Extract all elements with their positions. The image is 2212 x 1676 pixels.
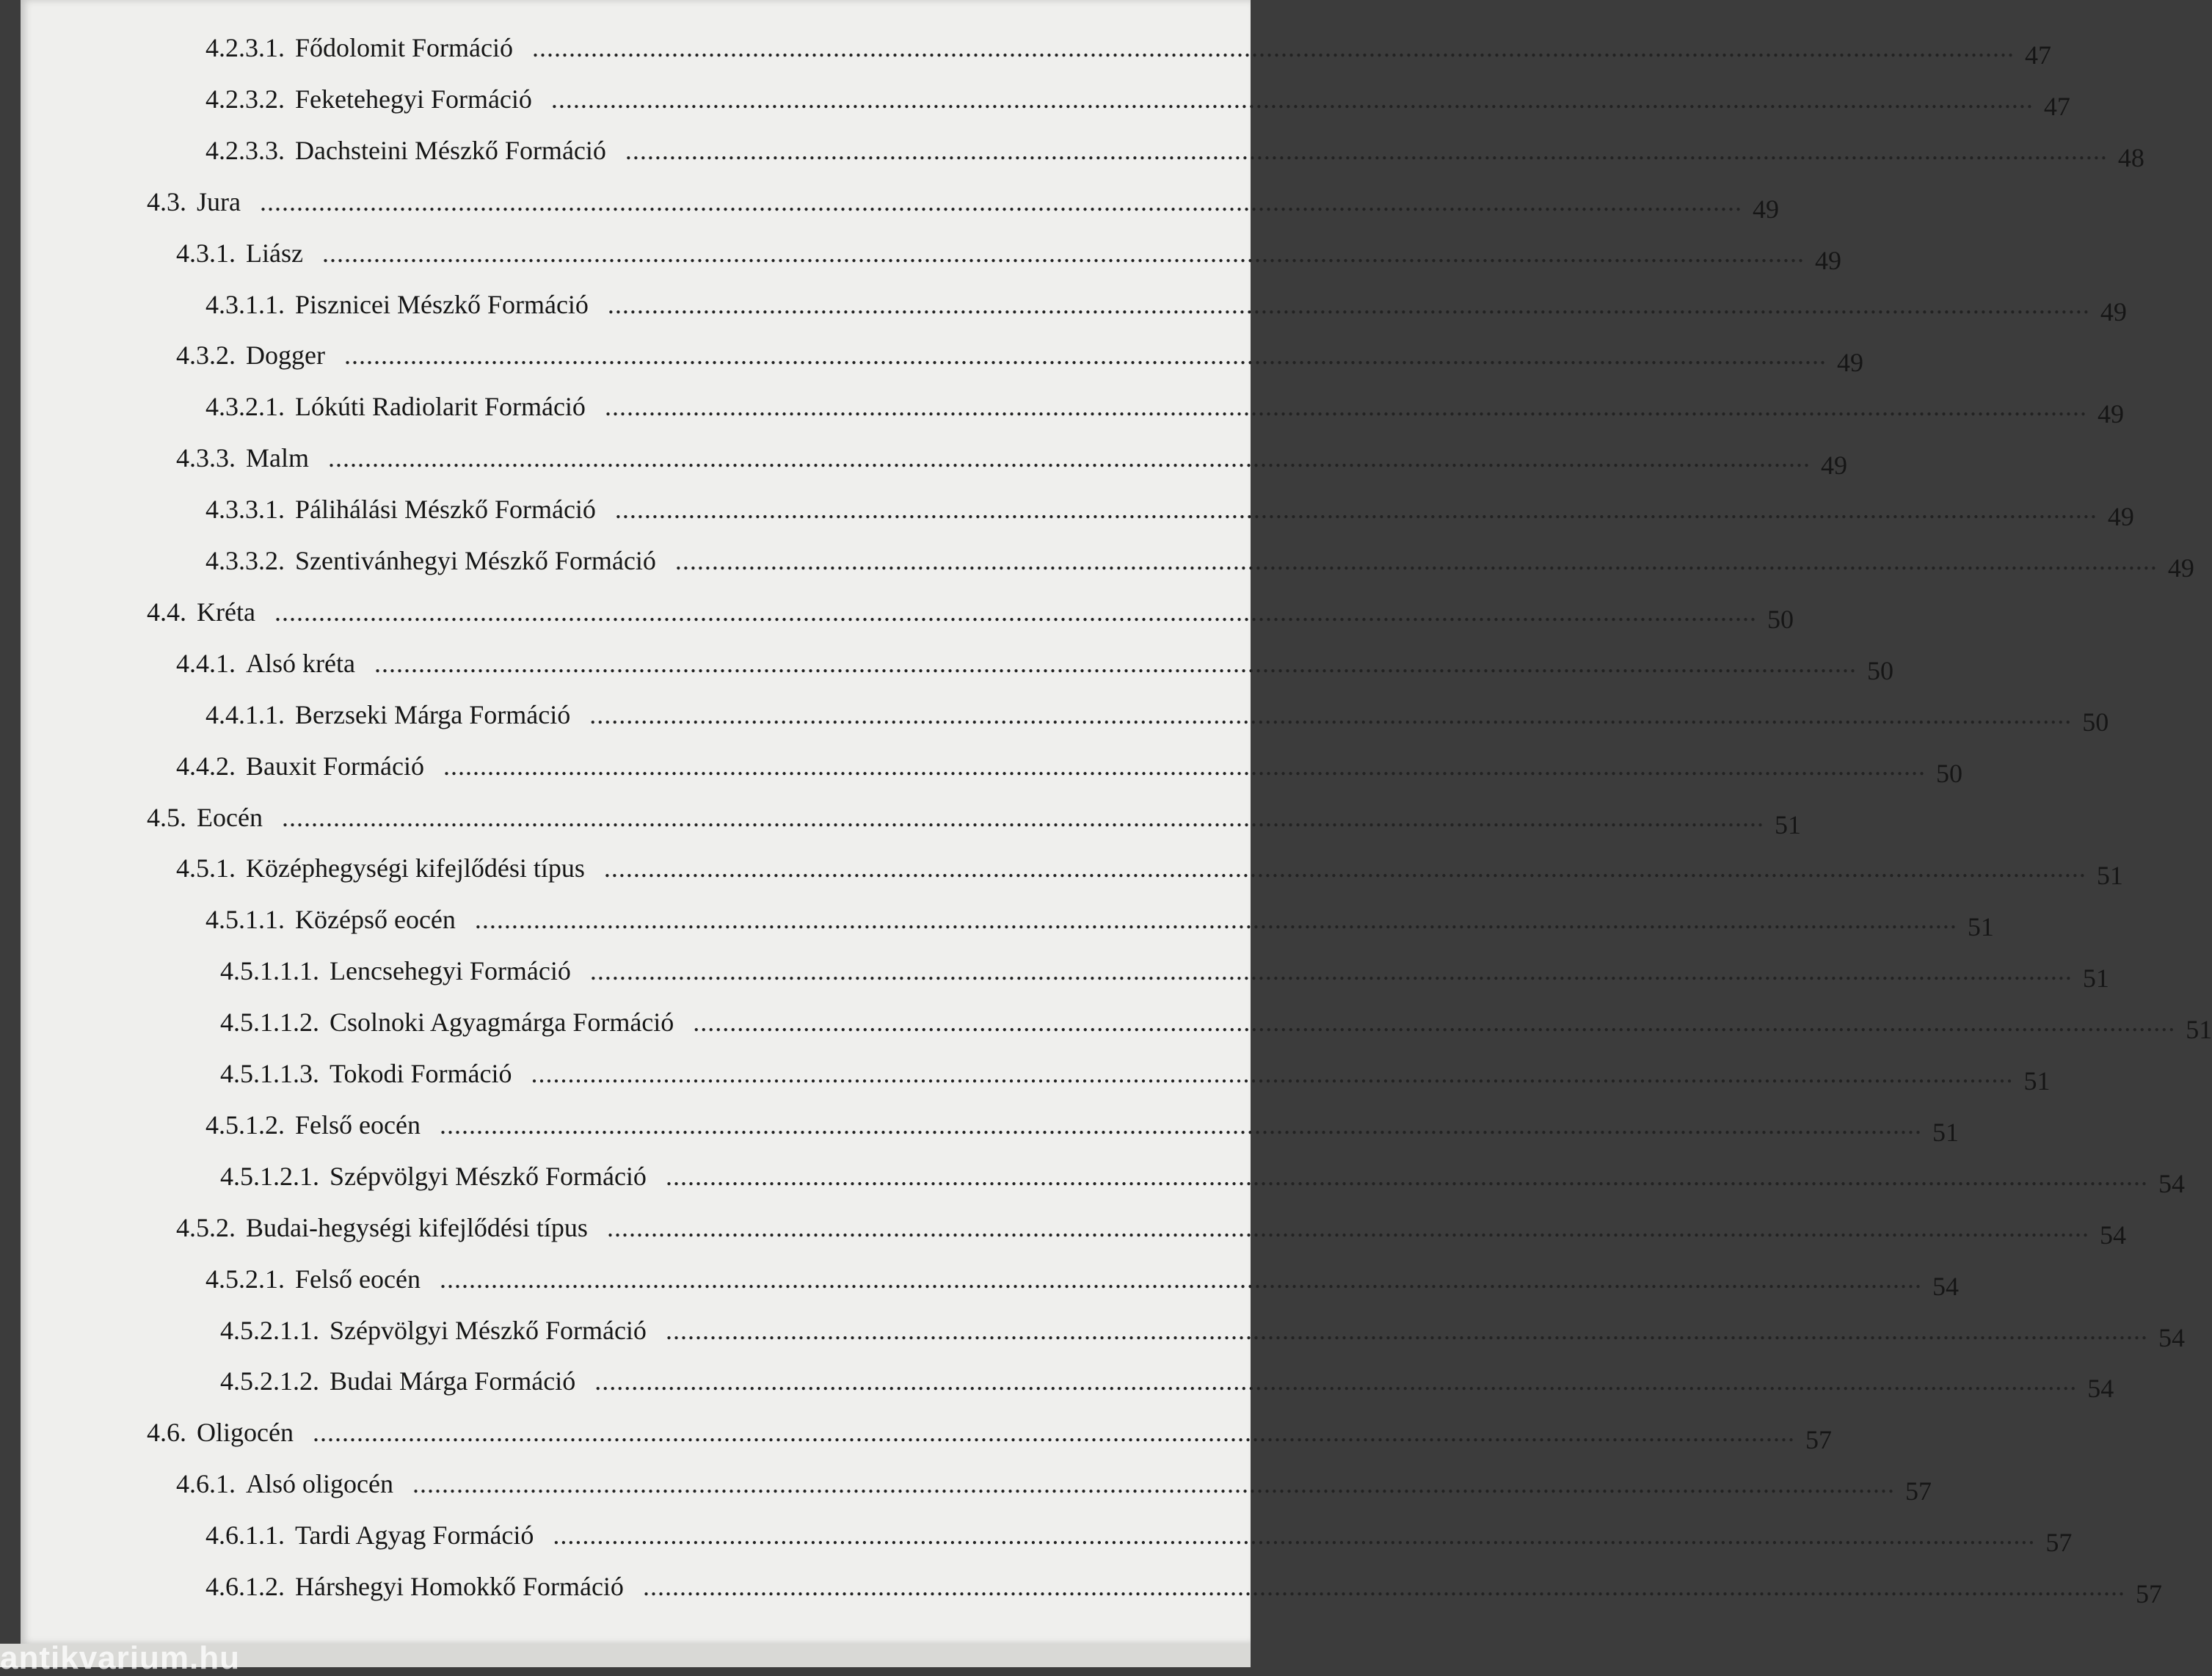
toc-leader-dots: .......................................................................................................................................................................................................... xyxy=(321,238,1805,268)
toc-entry xyxy=(176,442,1847,480)
toc-entry xyxy=(205,84,2070,121)
toc-entry-number: 4.5.1.2. xyxy=(205,1110,285,1140)
toc-entry-page-number: 51 xyxy=(1967,912,1994,941)
toc-entry-page-number: 54 xyxy=(1932,1272,1959,1301)
toc-entry-title: Kréta xyxy=(197,597,255,627)
toc-entry-number: 4.5.2.1.1. xyxy=(220,1316,319,1345)
toc-leader-dots: .......................................................................................................................................................................................................... xyxy=(625,136,2108,165)
toc-entry-title: Berzseki Márga Formáció xyxy=(295,700,571,729)
toc-entry-title: Tokodi Formáció xyxy=(330,1059,512,1088)
toc-entry xyxy=(205,32,2051,70)
toc-entry-title: Tardi Agyag Formáció xyxy=(295,1520,534,1550)
toc-entry xyxy=(205,699,2109,737)
toc-entry-number: 4.5.1.1.1. xyxy=(220,956,319,985)
toc-entry xyxy=(220,1315,2185,1352)
toc-leader-dots: .......................................................................................................................................................................................................... xyxy=(531,1059,2014,1088)
toc-entry-number: 4.3.3.1. xyxy=(205,495,285,524)
toc-entry xyxy=(220,1007,2212,1044)
table-of-contents xyxy=(21,0,2212,1644)
toc-entry xyxy=(147,1417,1832,1454)
toc-entry xyxy=(220,1058,2051,1096)
toc-leader-dots: .......................................................................................................................................................................................................... xyxy=(274,597,1757,627)
toc-leader-dots: .......................................................................................................................................................................................................... xyxy=(604,392,2087,421)
toc-entry-title: Csolnoki Agyagmárga Formáció xyxy=(330,1008,674,1037)
toc-entry-page-number: 49 xyxy=(2097,399,2124,429)
toc-entry-title: Középhegységi kifejlődési típus xyxy=(246,853,585,883)
watermark: antikvarium.hu xyxy=(0,1640,240,1676)
toc-entry-number: 4.5.2. xyxy=(176,1213,236,1242)
toc-entry xyxy=(205,1264,1959,1301)
toc-entry-page-number: 49 xyxy=(2100,297,2127,327)
toc-leader-dots: .......................................................................................................................................................................................................... xyxy=(328,443,1811,473)
toc-leader-dots: .......................................................................................................................................................................................................... xyxy=(553,1520,2036,1550)
toc-entry xyxy=(205,289,2127,327)
toc-leader-dots: .......................................................................................................................................................................................................... xyxy=(412,1469,1895,1498)
toc-entry-page-number: 51 xyxy=(1774,810,1801,839)
toc-entry-number: 4.5.2.1. xyxy=(205,1264,285,1294)
toc-entry xyxy=(205,391,2124,429)
toc-entry xyxy=(147,802,1801,839)
toc-entry-title: Eocén xyxy=(197,803,263,832)
toc-entry-page-number: 51 xyxy=(2082,963,2109,993)
toc-entry-page-number: 54 xyxy=(2099,1220,2126,1250)
toc-entry xyxy=(205,1571,2162,1608)
toc-entry-page-number: 57 xyxy=(1805,1425,1832,1454)
toc-entry-number: 4.4. xyxy=(147,597,186,627)
toc-entry-page-number: 48 xyxy=(2117,143,2144,172)
toc-entry-page-number: 57 xyxy=(1904,1476,1932,1506)
toc-entry-number: 4.5.1. xyxy=(176,853,236,883)
toc-entry-title: Pisznicei Mészkő Formáció xyxy=(295,290,589,319)
toc-entry xyxy=(220,1161,2185,1198)
toc-entry xyxy=(205,1110,1959,1147)
toc-entry xyxy=(176,853,2123,890)
toc-entry xyxy=(205,135,2144,172)
toc-leader-dots: .......................................................................................................................................................................................................... xyxy=(665,1162,2148,1191)
toc-entry-title: Szentivánhegyi Mészkő Formáció xyxy=(295,546,656,575)
toc-entry xyxy=(147,597,1794,634)
toc-leader-dots: .......................................................................................................................................................................................................... xyxy=(312,1418,1795,1447)
toc-entry-title: Pálihálási Mészkő Formáció xyxy=(295,495,596,524)
toc-entry-title: Fődolomit Formáció xyxy=(295,33,513,62)
toc-entry xyxy=(220,1366,2114,1403)
toc-entry xyxy=(205,1520,2073,1557)
toc-entry-number: 4.3.3.2. xyxy=(205,546,285,575)
toc-entry-page-number: 54 xyxy=(2158,1323,2185,1352)
toc-leader-dots: .......................................................................................................................................................................................................... xyxy=(665,1316,2148,1345)
toc-leader-dots: .......................................................................................................................................................................................................... xyxy=(674,546,2158,575)
toc-leader-dots: .......................................................................................................................................................................................................... xyxy=(374,649,1857,678)
toc-entry-title: Lencsehegyi Formáció xyxy=(330,956,571,985)
toc-entry-page-number: 50 xyxy=(2082,707,2109,737)
toc-leader-dots: .......................................................................................................................................................................................................... xyxy=(474,905,1957,934)
toc-entry-title: Budai Márga Formáció xyxy=(330,1366,576,1396)
toc-entry xyxy=(176,340,1863,377)
toc-entry-title: Alsó oligocén xyxy=(246,1469,393,1498)
toc-entry xyxy=(176,648,1893,685)
toc-entry-page-number: 50 xyxy=(1866,656,1893,685)
toc-entry-number: 4.2.3.3. xyxy=(205,136,285,165)
toc-entry-page-number: 54 xyxy=(2158,1169,2185,1198)
toc-entry-title: Oligocén xyxy=(197,1418,294,1447)
toc-entry xyxy=(205,545,2194,583)
toc-entry-number: 4.6.1.1. xyxy=(205,1520,285,1550)
toc-entry xyxy=(205,904,1994,941)
toc-entry xyxy=(176,238,1841,275)
toc-entry-number: 4.2.3.1. xyxy=(205,33,285,62)
toc-entry-number: 4.4.2. xyxy=(176,751,236,781)
toc-entry-number: 4.6. xyxy=(147,1418,186,1447)
toc-leader-dots: .......................................................................................................................................................................................................... xyxy=(259,187,1742,216)
toc-entry-title: Jura xyxy=(197,187,241,216)
toc-leader-dots: .......................................................................................................................................................................................................... xyxy=(603,853,2087,883)
toc-entry-page-number: 51 xyxy=(2023,1066,2051,1096)
toc-entry-title: Dachsteini Mészkő Formáció xyxy=(295,136,606,165)
toc-entry-title: Felső eocén xyxy=(295,1264,421,1294)
toc-leader-dots: .......................................................................................................................................................................................................... xyxy=(594,1366,2078,1396)
toc-entry-page-number: 49 xyxy=(2107,502,2134,531)
toc-entry-number: 4.2.3.2. xyxy=(205,84,285,114)
toc-leader-dots: .......................................................................................................................................................................................................... xyxy=(439,1264,1922,1294)
toc-entry xyxy=(176,1468,1932,1506)
toc-entry-page-number: 47 xyxy=(2043,92,2070,121)
toc-entry-number: 4.4.1.1. xyxy=(205,700,285,729)
toc-entry-page-number: 57 xyxy=(2135,1579,2162,1608)
toc-entry-page-number: 47 xyxy=(2025,40,2051,70)
toc-entry-title: Szépvölgyi Mészkő Formáció xyxy=(330,1316,647,1345)
toc-leader-dots: .......................................................................................................................................................................................................... xyxy=(642,1572,2125,1601)
toc-leader-dots: .......................................................................................................................................................................................................... xyxy=(281,803,1764,832)
toc-entry-page-number: 49 xyxy=(1752,194,1779,224)
toc-entry-page-number: 57 xyxy=(2045,1528,2073,1557)
toc-entry-title: Budai-hegységi kifejlődési típus xyxy=(246,1213,588,1242)
toc-entry-page-number: 51 xyxy=(1932,1118,1959,1147)
toc-entry-number: 4.3. xyxy=(147,187,186,216)
toc-entry-title: Középső eocén xyxy=(295,905,456,934)
toc-entry-title: Malm xyxy=(246,443,309,473)
toc-leader-dots: .......................................................................................................................................................................................................... xyxy=(550,84,2034,114)
toc-entry-number: 4.6.1.2. xyxy=(205,1572,285,1601)
toc-entry-title: Szépvölgyi Mészkő Formáció xyxy=(330,1162,647,1191)
toc-entry xyxy=(176,1212,2126,1250)
toc-entry-number: 4.5.1.1.3. xyxy=(220,1059,319,1088)
toc-leader-dots: .......................................................................................................................................................................................................... xyxy=(443,751,1926,781)
toc-entry-page-number: 49 xyxy=(1814,246,1841,275)
toc-leader-dots: .......................................................................................................................................................................................................... xyxy=(614,495,2098,524)
toc-leader-dots: .......................................................................................................................................................................................................... xyxy=(532,33,2015,62)
toc-leader-dots: .......................................................................................................................................................................................................... xyxy=(589,700,2073,729)
toc-entry-number: 4.5.1.2.1. xyxy=(220,1162,319,1191)
toc-entry-title: Dogger xyxy=(246,340,325,370)
book-page xyxy=(21,0,2212,1644)
toc-entry xyxy=(176,751,1962,788)
toc-entry-number: 4.6.1. xyxy=(176,1469,236,1498)
toc-entry-page-number: 51 xyxy=(2186,1015,2212,1044)
toc-leader-dots: .......................................................................................................................................................................................................... xyxy=(589,956,2073,985)
toc-entry-title: Feketehegyi Formáció xyxy=(295,84,532,114)
toc-entry-page-number: 54 xyxy=(2087,1374,2114,1403)
toc-entry-page-number: 49 xyxy=(2167,553,2194,583)
toc-entry-page-number: 50 xyxy=(1935,759,1962,788)
toc-entry xyxy=(220,955,2109,993)
toc-entry-page-number: 51 xyxy=(2096,861,2123,890)
toc-entry-page-number: 50 xyxy=(1767,605,1794,634)
toc-entry-number: 4.3.3. xyxy=(176,443,236,473)
toc-leader-dots: .......................................................................................................................................................................................................... xyxy=(693,1008,2176,1037)
toc-entry-page-number: 49 xyxy=(1821,451,1847,480)
toc-entry-title: Hárshegyi Homokkő Formáció xyxy=(295,1572,624,1601)
toc-entry-title: Alsó kréta xyxy=(246,649,355,678)
toc-entry-number: 4.5. xyxy=(147,803,186,832)
toc-entry-number: 4.3.2. xyxy=(176,340,236,370)
toc-entry-title: Felső eocén xyxy=(295,1110,421,1140)
toc-leader-dots: .......................................................................................................................................................................................................... xyxy=(607,290,2090,319)
toc-entry-number: 4.5.2.1.2. xyxy=(220,1366,319,1396)
toc-leader-dots: .......................................................................................................................................................................................................... xyxy=(439,1110,1922,1140)
toc-entry-number: 4.5.1.1.2. xyxy=(220,1008,319,1037)
toc-entry-title: Bauxit Formáció xyxy=(246,751,424,781)
toc-entry-number: 4.4.1. xyxy=(176,649,236,678)
toc-leader-dots: .......................................................................................................................................................................................................... xyxy=(606,1213,2089,1242)
toc-entry-number: 4.3.1. xyxy=(176,238,236,268)
toc-entry-number: 4.3.1.1. xyxy=(205,290,285,319)
toc-entry-page-number: 49 xyxy=(1836,348,1863,377)
toc-entry-title: Lókúti Radiolarit Formáció xyxy=(295,392,586,421)
toc-entry-title: Liász xyxy=(246,238,303,268)
toc-entry-number: 4.5.1.1. xyxy=(205,905,285,934)
toc-leader-dots: .......................................................................................................................................................................................................... xyxy=(343,340,1827,370)
toc-entry xyxy=(147,186,1779,224)
toc-entry xyxy=(205,494,2134,531)
toc-entry-number: 4.3.2.1. xyxy=(205,392,285,421)
